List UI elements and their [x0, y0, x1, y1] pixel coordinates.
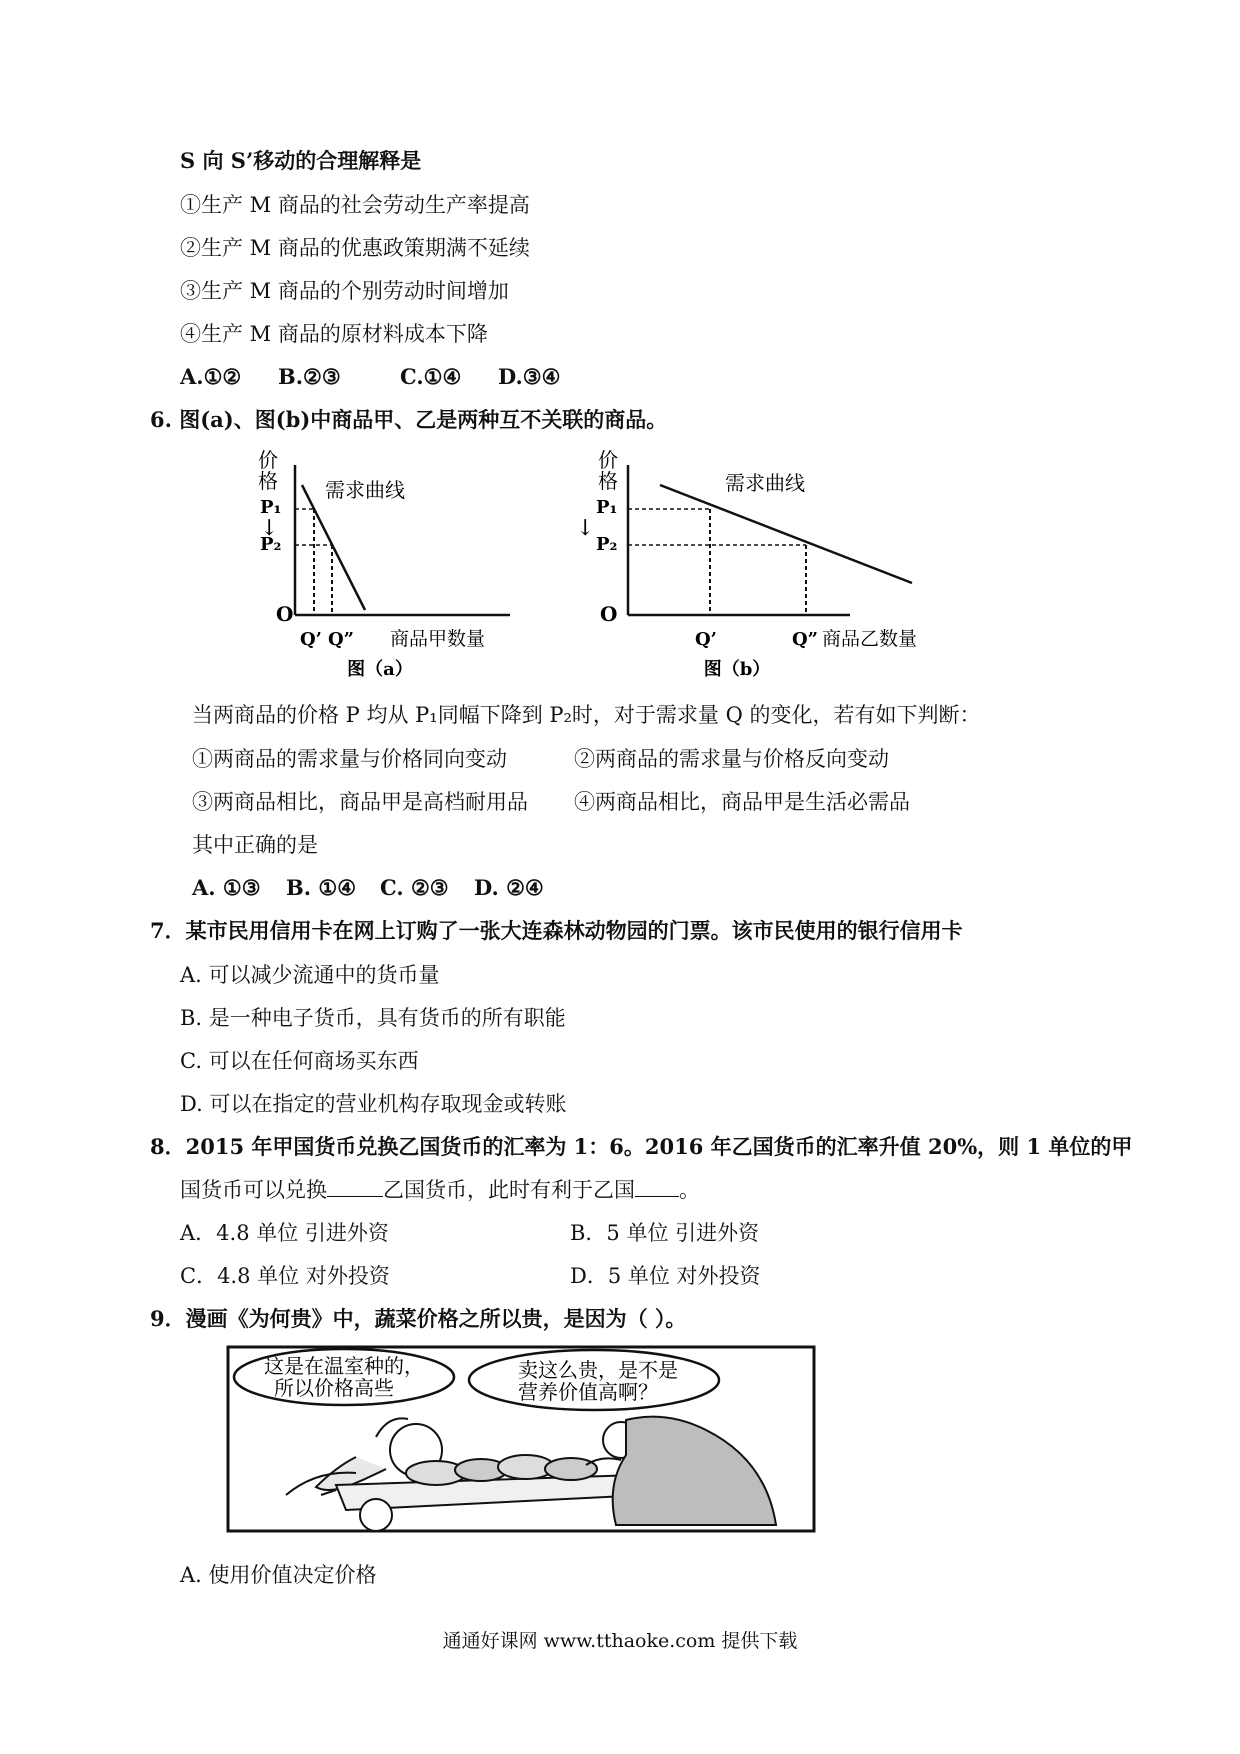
figure-b-curve [660, 485, 912, 583]
q7-option-b: B. 是一种电子货币，具有货币的所有职能 [180, 1006, 566, 1030]
q5-option-d: D.③④ [498, 364, 561, 389]
figure-b-p2: P₂ [596, 534, 618, 555]
figure-b-curve-label: 需求曲线 [725, 471, 805, 495]
q5-option-b: B.②③ [278, 364, 341, 389]
q5-option-a: A.①② [180, 364, 242, 389]
q8-option-d: D．5 单位 对外投资 [570, 1264, 761, 1288]
figure-a-q2: Q” [328, 629, 355, 650]
figure-b-q2: Q” [792, 629, 819, 650]
figure-a-q1: Q’ [300, 629, 322, 650]
q6-figures [240, 445, 1000, 680]
speech-bubble-left-line-2: 所以价格高些 [274, 1376, 394, 1400]
q8-option-c: C．4.8 单位 对外投资 [180, 1264, 390, 1288]
q8-line-2c: 。 [679, 1178, 700, 1202]
figure-a-ylabel-1: 价 [258, 448, 278, 472]
q9-cartoon [226, 1345, 816, 1533]
q6-options [192, 875, 544, 901]
q6-context: 当两商品的价格 P 均从 P₁同幅下降到 P₂时，对于需求量 Q 的变化，若有如下判断： [192, 703, 981, 727]
figure-a-ylabel-2: 格 [258, 469, 278, 493]
q6-judgement-4: ④两商品相比，商品甲是生活必需品 [574, 790, 910, 814]
q8-line-2 [180, 1177, 700, 1203]
figure-b-p1: P₁ [596, 497, 618, 518]
q6-stem: 6. 图(a)、图(b)中商品甲、乙是两种互不关联的商品。 [150, 407, 668, 432]
q5-option-c: C.①④ [400, 364, 462, 389]
q5-options [180, 364, 560, 390]
q8-option-a: A．4.8 单位 引进外资 [180, 1221, 389, 1245]
figure-b-xlabel: 商品乙数量 [822, 628, 918, 650]
figure-b-q1: Q’ [695, 629, 717, 650]
q5-item-3: ③生产 M 商品的个别劳动时间增加 [180, 279, 509, 303]
figure-b-ylabel-1: 价 [598, 448, 618, 472]
figure-a-curve-label: 需求曲线 [325, 478, 405, 502]
q9-option-a: A. 使用价值决定价格 [180, 1563, 377, 1587]
figure-a-origin: O [276, 602, 294, 626]
q7-option-d: D. 可以在指定的营业机构存取现金或转账 [180, 1092, 567, 1116]
q8-line-1: 8．2015 年甲国货币兑换乙国货币的汇率为 1：6。2016 年乙国货币的汇率升值 20%，则 1 单位的甲 [150, 1134, 1133, 1159]
page-footer: 通通好课网 www.tthaoke.com 提供下载 [442, 1630, 798, 1652]
figure-b-origin: O [600, 602, 618, 626]
q8-blank-1[interactable] [327, 1178, 383, 1197]
q5-item-1: ①生产 M 商品的社会劳动生产率提高 [180, 193, 530, 217]
figure-a-p2: P₂ [260, 534, 282, 555]
q6-ask: 其中正确的是 [192, 833, 318, 857]
figure-b-caption: 图（b） [703, 659, 771, 680]
q6-judgement-2: ②两商品的需求量与价格反向变动 [574, 747, 889, 771]
q8-line-2b: 乙国货币，此时有利于乙国 [383, 1178, 635, 1202]
speech-bubble-right-line-2: 营养价值高啊？ [518, 1380, 658, 1404]
figure-b-ylabel-2: 格 [598, 469, 618, 493]
q5-item-4: ④生产 M 商品的原材料成本下降 [180, 322, 488, 346]
q6-judgements-row-2 [192, 789, 910, 815]
figure-a-xlabel: 商品甲数量 [390, 628, 486, 650]
q6-judgement-1: ①两商品的需求量与价格同向变动 [192, 747, 507, 771]
q8-options-row-1 [180, 1220, 759, 1246]
q6-option-c: C. ②③ [380, 875, 449, 900]
q8-blank-2[interactable] [635, 1178, 679, 1197]
figure-a-curve [302, 485, 365, 610]
q5-stem: S 向 S’移动的合理解释是 [180, 148, 422, 173]
figure-a-p1: P₁ [260, 497, 282, 518]
q6-option-a: A. ①③ [192, 875, 261, 900]
q7-option-a: A. 可以减少流通中的货币量 [180, 963, 440, 987]
q7-option-c: C. 可以在任何商场买东西 [180, 1049, 419, 1073]
q7-stem: 7．某市民用信用卡在网上订购了一张大连森林动物园的门票。该市民使用的银行信用卡 [150, 918, 963, 943]
q6-option-d: D. ②④ [474, 875, 544, 900]
q8-line-2a: 国货币可以兑换 [180, 1178, 327, 1202]
figure-b [576, 448, 917, 680]
figure-a-caption: 图（a） [347, 659, 413, 680]
speech-bubble-left-line-1: 这是在温室种的， [264, 1354, 424, 1378]
q8-option-b: B．5 单位 引进外资 [570, 1221, 760, 1245]
speech-bubble-right-line-1: 卖这么贵，是不是 [518, 1358, 678, 1382]
q6-option-b: B. ①④ [286, 875, 357, 900]
q6-judgement-3: ③两商品相比，商品甲是高档耐用品 [192, 790, 528, 814]
figure-b-arrow: ↓ [576, 516, 595, 541]
figure-a-arrow: ↓ [260, 516, 279, 541]
q9-stem: 9．漫画《为何贵》中，蔬菜价格之所以贵，是因为（ ）。 [150, 1306, 687, 1331]
q8-options-row-2 [180, 1263, 761, 1289]
q5-item-2: ②生产 M 商品的优惠政策期满不延续 [180, 236, 530, 260]
figure-a [258, 448, 510, 680]
q6-judgements-row-1 [192, 746, 889, 772]
